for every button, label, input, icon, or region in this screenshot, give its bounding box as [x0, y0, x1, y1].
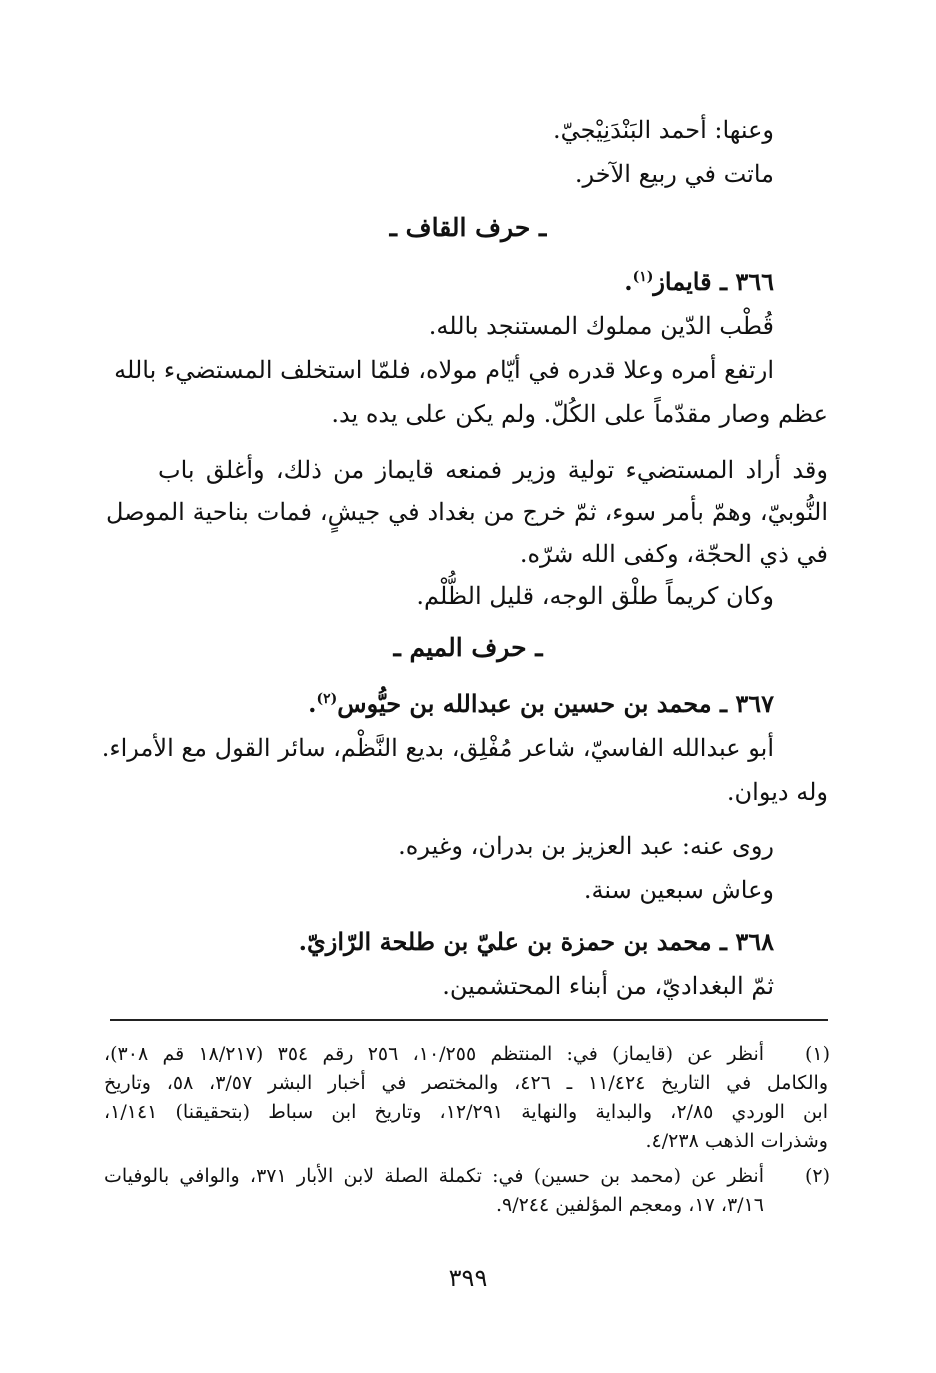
entry-368-period: .	[298, 927, 307, 956]
entry-367-period: .	[308, 689, 317, 718]
entry-368-title	[299, 924, 774, 960]
footnote-line: أنظر عن (قايماز) في: المنتظم ١٠/٢٥٥، ٢٥٦ رقم ٣٥٤ (١٨/٢١٧ قم ٣٠٨)،	[104, 1043, 765, 1065]
text-line: قُطْب الدّين مملوك المستنجد بالله.	[428, 312, 774, 340]
entry-367-name: ٣٦٧ ـ محمد بن حسين بن عبدالله بن حيُّوس	[337, 689, 774, 718]
text-line: روى عنه: عبد العزيز بن بدران، وغيره.	[398, 832, 774, 860]
text-line: ثمّ البغداديّ، من أبناء المحتشمين.	[442, 972, 774, 1000]
entry-366-period: .	[624, 267, 633, 296]
footnote-ref-1[interactable]: (١)	[632, 269, 654, 285]
footnote-ref-2[interactable]: (٢)	[316, 691, 338, 707]
text-line: وعاش سبعين سنة.	[583, 876, 774, 904]
entry-367-title	[308, 686, 774, 722]
text-line: ارتفع أمره وعلا قدره في أيّام مولاه، فلمّا استخلف المستضيء بالله	[114, 356, 774, 384]
footnote-1-number: (١)	[804, 1043, 830, 1065]
footnote-line: ابن الوردي ٢/٨٥، والبداية والنهاية ١٢/٢٩١، وتاريخ ابن سباط (بتحقيقنا) ١/١٤١،	[104, 1101, 828, 1123]
text-line: النُّوبيّ، وهمّ بأمر سوء، ثمّ خرج من بغداد في جيشٍ، فمات بناحية الموصل	[106, 498, 828, 526]
footnote-line: أنظر عن (محمد بن حسين) في: تكملة الصلة لابن الأبار ٣٧١، والوافي بالوفيات	[104, 1165, 764, 1187]
text-line: أبو عبدالله الفاسيّ، شاعر مُفْلِق، بديع النَّظْم، سائر القول مع الأمراء.	[101, 734, 774, 762]
footnote-line: ٣/١٦، ١٧، ومعجم المؤلفين ٩/٢٤٤.	[495, 1194, 764, 1216]
entry-366-title	[624, 264, 774, 300]
footnote-separator	[110, 1019, 828, 1021]
entry-366-name: ٣٦٦ ـ قايماز	[653, 267, 774, 296]
text-line: وله ديوان.	[726, 778, 828, 806]
text-line: عظم وصار مقدّماً على الكُلّ. ولم يكن على يده يد.	[331, 400, 828, 428]
footnote-line: والكامل في التاريخ ١١/٤٢٤ ـ ٤٢٦، والمختصر في أخبار البشر ٣/٥٧، ٥٨، وتاريخ	[104, 1072, 829, 1094]
section-heading-qaf: ـ حرف القاف ـ	[389, 213, 547, 242]
text-line: وكان كريماً طلْق الوجه، قليل الظُّلْم.	[416, 582, 774, 610]
text-line: في ذي الحجّة، وكفى الله شرّه.	[519, 540, 828, 568]
section-heading-mim: ـ حرف الميم ـ	[393, 633, 543, 662]
page-number: ٣٩٩	[448, 1264, 488, 1292]
footnote-2-number: (٢)	[804, 1165, 830, 1187]
entry-368-name: ٣٦٨ ـ محمد بن حمزة بن عليّ بن طلحة الرّازيّ	[306, 927, 774, 956]
text-line: وعنها: أحمد البَنْدَنِيْجيّ.	[553, 116, 774, 144]
text-line: وقد أراد المستضيء تولية وزير فمنعه قايماز من ذلك، وأغلق باب	[158, 456, 828, 484]
footnote-line: وشذرات الذهب ٤/٢٣٨.	[645, 1130, 828, 1152]
text-line: ماتت في ربيع الآخر.	[574, 160, 774, 188]
